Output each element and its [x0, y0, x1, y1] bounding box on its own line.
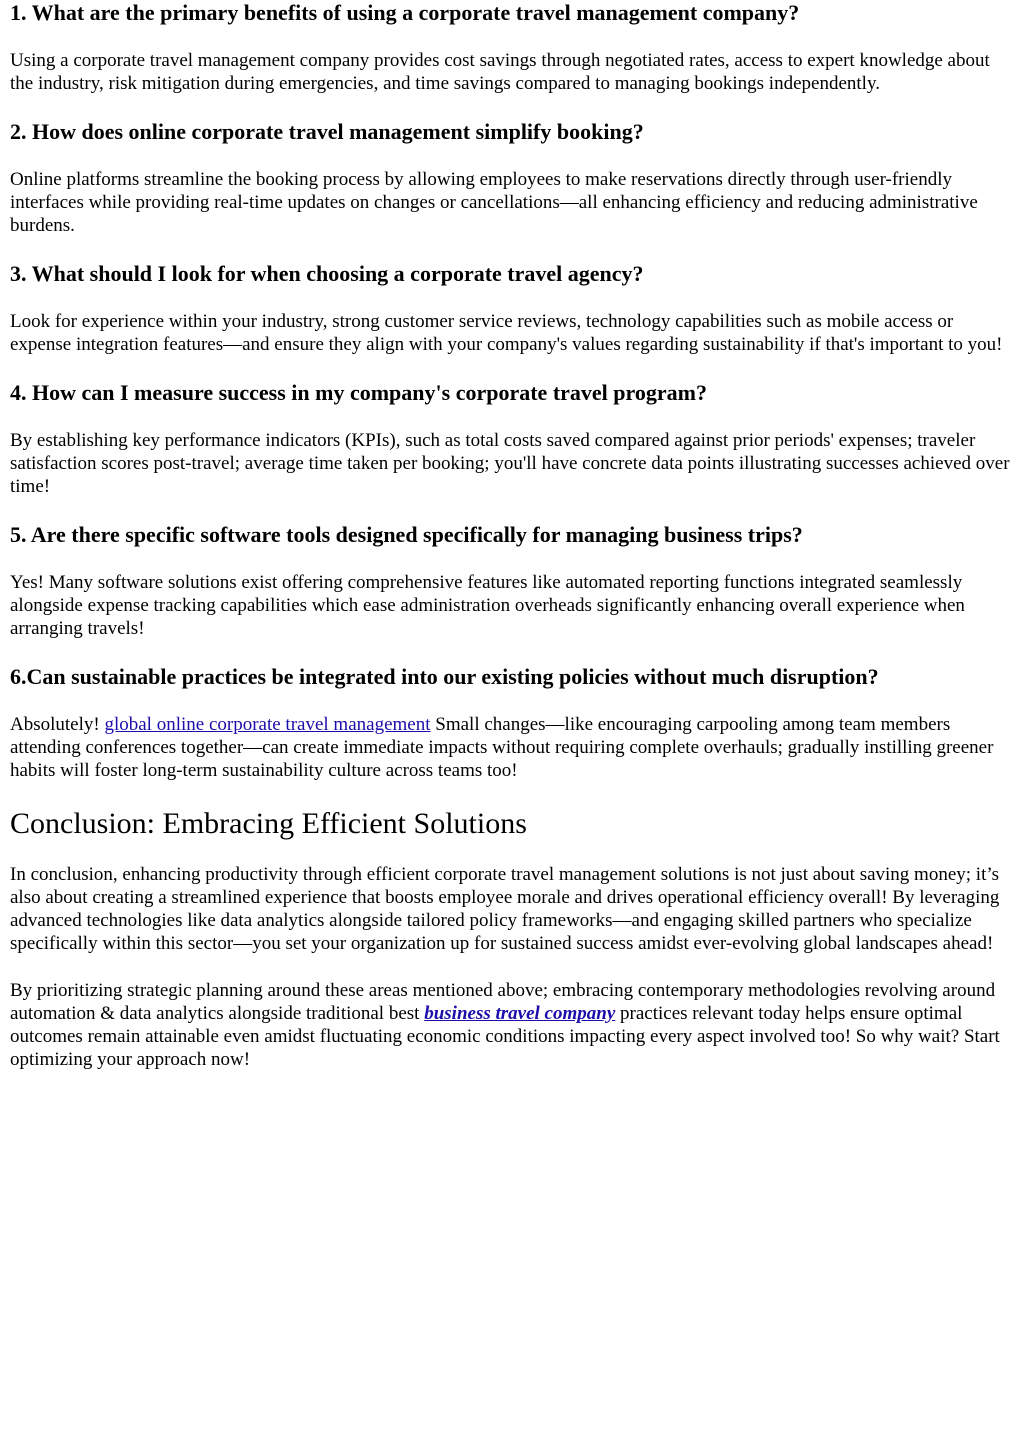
conclusion-heading: Conclusion: Embracing Efficient Solutions: [10, 807, 527, 840]
faq-question-6: 6.Can sustainable practices be integrated into our existing policies without much disruption?: [10, 664, 879, 689]
faq-question-1: 1. What are the primary benefits of using a corporate travel management company?: [10, 0, 800, 25]
faq-answer-4: By establishing key performance indicators (KPIs), such as total costs saved compared against prior periods' expenses; traveler satisfaction scores post-travel; average time taken per booking; you'll have concrete data points illustrating successes achieved over time!: [10, 430, 1010, 497]
faq-question-2: 2. How does online corporate travel management simplify booking?: [10, 119, 644, 144]
conclusion-paragraph-2: [10, 979, 1014, 1071]
conclusion-paragraph-1: In conclusion, enhancing productivity through efficient corporate travel management solutions is not just about saving money; it’s also about creating a streamlined experience that boosts employee morale and drives operational efficiency overall! By leveraging advanced technologies like data analytics alongside tailored policy frameworks—and engaging skilled partners who specialize specifically within this sector—you set your organization up for sustained success amidst ever-evolving global landscapes ahead!: [10, 864, 1000, 954]
global-online-corporate-travel-management-link[interactable]: global online corporate travel management: [104, 714, 431, 735]
faq-answer-3: Look for experience within your industry, strong customer service reviews, technology capabilities such as mobile access or expense integration features—and ensure they align with your company's values regarding sustainability if that's important to you!: [10, 311, 1003, 355]
conclusion-paragraph-2-prefix: By prioritizing strategic planning around these areas mentioned above; embracing contemporary methodologies revolving around automation & data analytics alongside traditional best: [10, 980, 996, 1024]
faq-answer-6-suffix: Small changes—like encouraging carpooling among team members attending conferences together—can create immediate impacts without requiring complete overhauls; gradually instilling greener habits will foster long-term sustainability culture across teams too!: [10, 714, 994, 781]
faq-question-3: 3. What should I look for when choosing a corporate travel agency?: [10, 261, 644, 286]
conclusion-paragraph-2-suffix: practices relevant today helps ensure optimal outcomes remain attainable even amidst fluctuating economic conditions impacting every aspect involved too! So why wait? Start optimizing your approach now!: [10, 1003, 1000, 1070]
faq-answer-2: Online platforms streamline the booking process by allowing employees to make reservations directly through user-friendly interfaces while providing real-time updates on changes or cancellations—all enhancing efficiency and reducing administrative burdens.: [10, 169, 978, 236]
faq-answer-6-prefix: Absolutely!: [10, 714, 105, 735]
faq-question-5: 5. Are there specific software tools designed specifically for managing business trips?: [10, 522, 803, 547]
faq-answer-1: Using a corporate travel management company provides cost savings through negotiated rates, access to expert knowledge about the industry, risk mitigation during emergencies, and time savings compared to managing bookings independently.: [10, 50, 990, 94]
faq-answer-6: [10, 713, 1014, 782]
business-travel-company-link[interactable]: business travel company: [424, 1003, 616, 1024]
faq-answer-5: Yes! Many software solutions exist offering comprehensive features like automated reporting functions integrated seamlessly alongside expense tracking capabilities which ease administration overheads significantly enhancing overall experience when arranging travels!: [10, 572, 965, 639]
faq-question-4: 4. How can I measure success in my company's corporate travel program?: [10, 380, 707, 405]
